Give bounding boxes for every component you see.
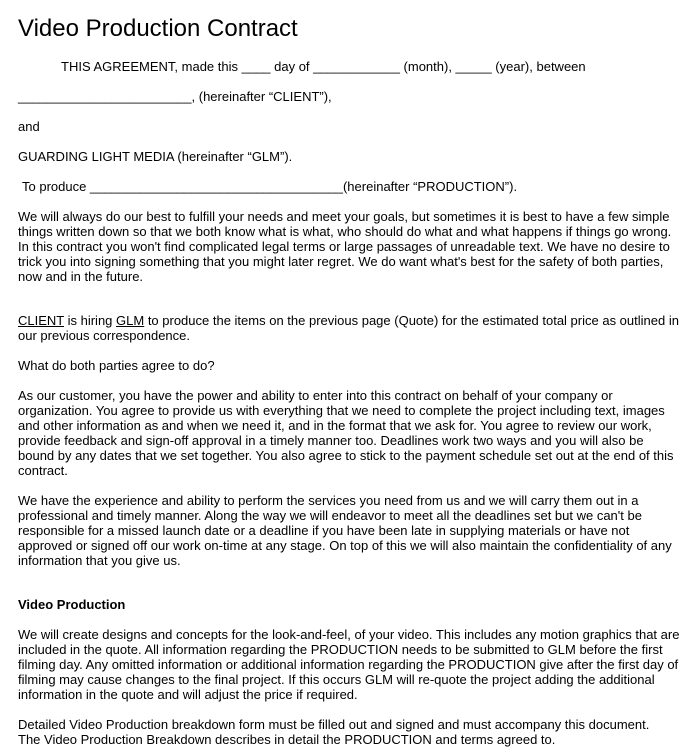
page-title: Video Production Contract xyxy=(18,15,298,42)
intro-paragraph: We will always do our best to fulfill your needs and meet your goals, but sometimes it is best to have a few simple things written down so that we both know what is what, who should do what and what happens if things go wrong. In this contract you won't find complicated legal terms or large passages of unreadable text. We have no desire to trick you into signing something that you might later regret. We do want what's best for the safety of both parties, now and in the future. xyxy=(18,209,672,284)
hiring-connector: is hiring xyxy=(64,313,117,328)
breakdown-line-1: Detailed Video Production breakdown form must be filled out and signed and must accompany this document. xyxy=(18,717,650,732)
production-paragraph: We will create designs and concepts for the look-and-feel, of your video. This includes any motion graphics that are included in the quote. All information regarding the PRODUCTION needs to be submitted to GLM before the first filming day. Any omitted information or additional information regarding the PRODUCTION give after the first day of filming may cause changes to the final project. If this occurs GLM will re-quote the project adding the additional information in the quote and will adjust the price if required. xyxy=(18,627,680,702)
glm-line: GUARDING LIGHT MEDIA (hereinafter “GLM”). xyxy=(18,149,293,164)
contract-page xyxy=(18,14,682,747)
and-line: and xyxy=(18,119,40,134)
section-heading: Video Production xyxy=(18,597,126,612)
produce-line: To produce ___________________________________(hereinafter “PRODUCTION”). xyxy=(22,179,518,194)
client-line: ________________________, (hereinafter “CLIENT”), xyxy=(18,89,332,104)
customer-paragraph: As our customer, you have the power and ability to enter into this contract on behalf of your company or organization. You agree to provide us with everything that we need to complete the project including text, images and other information as and when we need it, and in the format that we ask for. You agree to review our work, provide feedback and sign-off approval in a timely manner too. Deadlines work two ways and you will also be bound by any dates that we set together. You also agree to stick to the payment schedule set out at the end of this contract. xyxy=(18,388,674,478)
experience-paragraph: We have the experience and ability to perform the services you need from us and we will carry them out in a professional and timely manner. Along the way we will endeavor to meet all the deadlines set but we can't be responsible for a missed launch date or a deadline if you have been late in supplying materials or have not approved or signed off our work on-time at any stage. On top of this we will also maintain the confidentiality of any information that you give us. xyxy=(18,493,672,568)
glm-term: GLM xyxy=(116,313,145,328)
client-term: CLIENT xyxy=(18,313,64,328)
breakdown-line-2: The Video Production Breakdown describes in detail the PRODUCTION and terms agreed to. xyxy=(18,732,556,747)
agreement-line: THIS AGREEMENT, made this ____ day of ____________ (month), _____ (year), between xyxy=(61,59,586,74)
question-line: What do both parties agree to do? xyxy=(18,358,215,373)
hiring-paragraph xyxy=(18,313,682,343)
hiring-rest: to produce the items on the previous page (Quote) for the estimated total price as outlined in our previous correspondence. xyxy=(18,313,679,343)
